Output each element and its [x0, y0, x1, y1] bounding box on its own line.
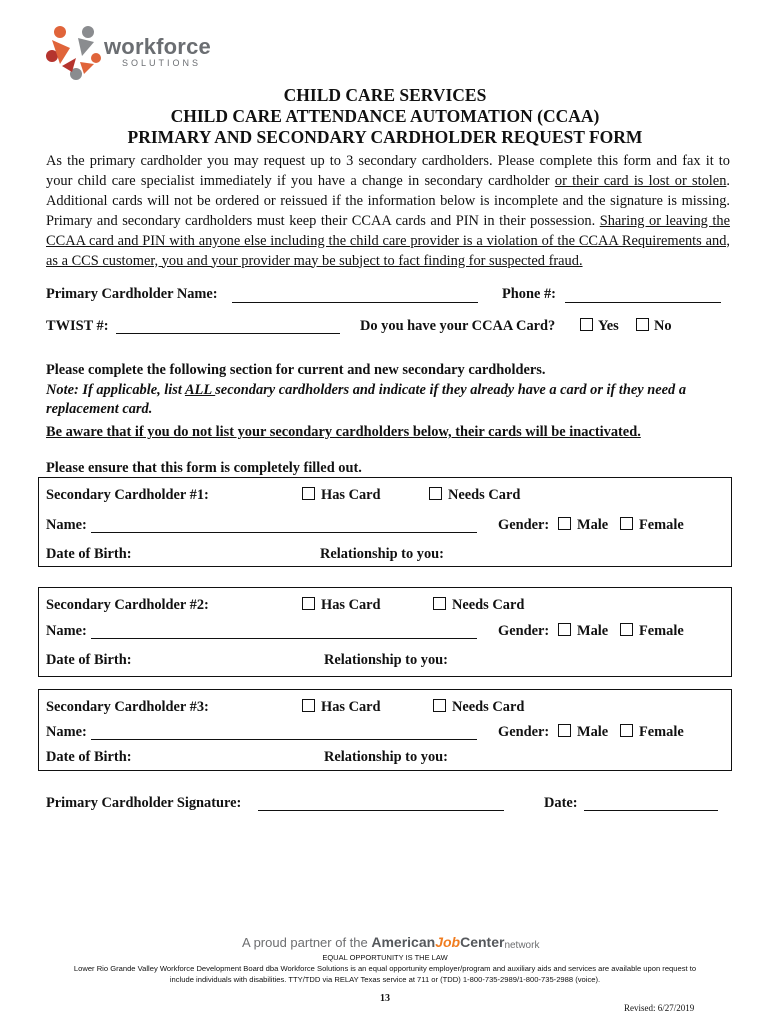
inactivation-warning: Be aware that if you do not list your secondary cardholders below, their cards will be inactivated. [46, 424, 641, 440]
secondary-3-name-label: Name: [46, 724, 87, 740]
secondary-3-needs-card-checkbox[interactable] [433, 699, 446, 712]
secondary-3-gender-label: Gender: [498, 724, 550, 740]
secondary-3-needs-card-label: Needs Card [452, 699, 525, 715]
logo-mark-icon [46, 24, 102, 82]
partner-center: Center [460, 934, 505, 950]
partner-network: network [504, 940, 540, 951]
secondary-1-needs-card-label: Needs Card [448, 487, 521, 503]
secondary-1-needs-card-checkbox[interactable] [429, 487, 442, 500]
workforce-solutions-logo [46, 24, 226, 82]
secondary-2-gender-label: Gender: [498, 623, 550, 639]
intro-text-1: As the primary cardholder you may request up to 3 secondary cardholders. Please complete this form and fax it to your child care specialist immediately if you have a change in secondary cardholder [46, 153, 730, 189]
partner-prefix: A proud partner of the [242, 935, 372, 950]
secondary-cardholder-1-box [38, 477, 732, 567]
logo-wordmark: workforce [104, 34, 211, 59]
signature-label: Primary Cardholder Signature: [46, 795, 242, 811]
secondary-2-needs-card-label: Needs Card [452, 597, 525, 613]
primary-name-field[interactable] [232, 302, 478, 303]
secondary-3-relationship-label: Relationship to you: [324, 749, 448, 765]
secondary-2-has-card-label: Has Card [321, 597, 381, 613]
secondary-3-name-field[interactable] [91, 739, 477, 740]
revised-date: Revised: 6/27/2019 [624, 1003, 695, 1013]
secondary-3-dob-label: Date of Birth: [46, 749, 132, 765]
twist-label: TWIST #: [46, 318, 109, 334]
secondary-1-female-checkbox[interactable] [620, 517, 633, 530]
twist-field[interactable] [116, 333, 340, 334]
ccaa-yes-label: Yes [598, 318, 619, 334]
note-all: ALL [184, 382, 216, 398]
secondary-3-has-card-label: Has Card [321, 699, 381, 715]
equal-opportunity-heading: EQUAL OPPORTUNITY IS THE LAW [322, 953, 448, 962]
secondary-1-gender-label: Gender: [498, 517, 550, 533]
secondary-cardholder-3-box [38, 689, 732, 771]
secondary-1-has-card-checkbox[interactable] [302, 487, 315, 500]
secondary-3-title: Secondary Cardholder #3: [46, 699, 209, 715]
ccaa-card-question: Do you have your CCAA Card? [360, 318, 556, 334]
secondary-2-name-field[interactable] [91, 638, 477, 639]
title-line-1: CHILD CARE SERVICES [283, 85, 487, 105]
date-field[interactable] [584, 810, 718, 811]
title-line-2: CHILD CARE ATTENDANCE AUTOMATION (CCAA) [170, 106, 600, 126]
secondary-2-female-label: Female [639, 623, 684, 639]
page-number: 13 [380, 993, 390, 1004]
date-label: Date: [544, 795, 578, 811]
ensure-complete-text: Please ensure that this form is completely filled out. [46, 460, 362, 476]
secondary-2-name-label: Name: [46, 623, 87, 639]
secondary-2-needs-card-checkbox[interactable] [433, 597, 446, 610]
note-rest: secondary cardholders and indicate if they already have a card or if they need a replacement card. [46, 382, 687, 417]
secondary-2-male-label: Male [577, 623, 609, 639]
phone-label: Phone #: [502, 286, 556, 302]
secondary-3-has-card-checkbox[interactable] [302, 699, 315, 712]
ccaa-yes-checkbox[interactable] [580, 318, 593, 331]
intro-underlined-2: Sharing or leaving the CCAA card and PIN with anyone else including the child care provider is a violation of the CCAA Requirements and, as a CCS customer, you and your provider may be subject to fact finding for suspected fraud. [46, 212, 730, 269]
secondary-1-dob-label: Date of Birth: [46, 546, 132, 562]
intro-paragraph [46, 152, 730, 271]
secondary-1-male-label: Male [577, 517, 609, 533]
note-text [46, 381, 736, 418]
secondary-1-female-label: Female [639, 517, 684, 533]
secondary-1-has-card-label: Has Card [321, 487, 381, 503]
secondary-2-female-checkbox[interactable] [620, 623, 633, 636]
ccaa-no-label: No [654, 318, 672, 334]
ccaa-no-checkbox[interactable] [636, 318, 649, 331]
intro-underlined-1: or their card is lost or stolen [554, 172, 727, 189]
secondary-3-male-label: Male [577, 724, 609, 740]
ajc-partner-logo [242, 934, 539, 951]
secondary-2-has-card-checkbox[interactable] [302, 597, 315, 610]
section-heading: Please complete the following section for current and new secondary cardholders. [46, 362, 546, 378]
secondary-1-name-field[interactable] [91, 532, 477, 533]
secondary-3-female-label: Female [639, 724, 684, 740]
note-prefix: Note: If applicable, list [46, 382, 185, 398]
secondary-1-name-label: Name: [46, 517, 87, 533]
secondary-cardholder-2-box [38, 587, 732, 677]
partner-job: Job [435, 934, 461, 950]
phone-field[interactable] [565, 302, 721, 303]
secondary-1-male-checkbox[interactable] [558, 517, 571, 530]
secondary-2-dob-label: Date of Birth: [46, 652, 132, 668]
secondary-2-relationship-label: Relationship to you: [324, 652, 448, 668]
footer-line-1: Lower Rio Grande Valley Workforce Development Board dba Workforce Solutions is an equal opportunity employer/program and auxiliary aids and services are available upon request to [73, 964, 697, 973]
primary-name-label: Primary Cardholder Name: [46, 286, 218, 302]
secondary-1-relationship-label: Relationship to you: [320, 546, 444, 562]
secondary-3-female-checkbox[interactable] [620, 724, 633, 737]
logo-subtitle: SOLUTIONS [122, 58, 202, 68]
secondary-3-male-checkbox[interactable] [558, 724, 571, 737]
title-line-3: PRIMARY AND SECONDARY CARDHOLDER REQUEST FORM [127, 127, 643, 147]
secondary-2-male-checkbox[interactable] [558, 623, 571, 636]
partner-american: American [371, 934, 436, 950]
footer-line-2: include individuals with disabilities. TTY/TDD via RELAY Texas service at 711 or (TDD) 1-800-735-2989/1-800-735-2988 (voice). [169, 975, 601, 984]
signature-field[interactable] [258, 810, 504, 811]
intro-text-2: . Additional cards will not be ordered or reissued if the information below is incomplete and the signature is missing. Primary and secondary cardholders must keep their CCAA cards and PIN in their possession. [46, 172, 730, 229]
secondary-2-title: Secondary Cardholder #2: [46, 597, 209, 613]
secondary-1-title: Secondary Cardholder #1: [46, 487, 209, 503]
